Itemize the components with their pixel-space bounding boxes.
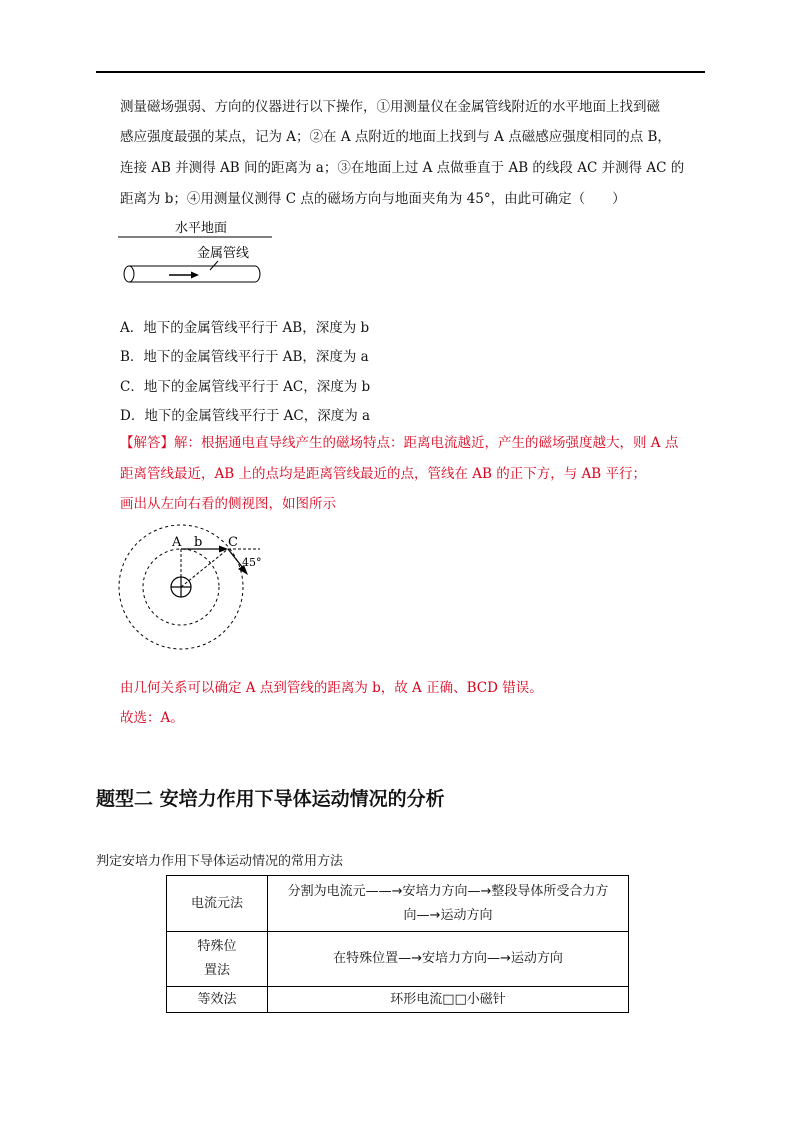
side-view-figure — [110, 525, 280, 665]
section-heading: 题型二 安培力作用下导体运动情况的分析 — [96, 788, 445, 810]
pipe-label: 金属管线 — [197, 246, 250, 261]
question-line: 距离为 b；④用测量仪测得 C 点的磁场方向与地面夹角为 45°，由此可确定（ ） — [120, 191, 626, 207]
option-c: C．地下的金属管线平行于 AC，深度为 b — [120, 379, 371, 395]
method-name-cell: 等效法 — [167, 987, 268, 1013]
method-desc-cell: 环形电流□□小磁针 — [268, 987, 629, 1013]
section-subtitle: 判定安培力作用下导体运动情况的常用方法 — [96, 854, 344, 869]
answer-line: 距离管线最近，AB 上的点均是距离管线最近的点，管线在 AB 的正下方，与 AB 平行； — [120, 466, 646, 482]
answer-line: 画出从左向右看的侧视图，如图所示 — [120, 496, 336, 512]
label-c: C — [228, 535, 238, 550]
ground-label: 水平地面 — [175, 221, 228, 236]
method-name-cell: 电流元法 — [167, 876, 268, 932]
option-d: D．地下的金属管线平行于 AC，深度为 a — [120, 408, 371, 424]
option-b: B．地下的金属管线平行于 AB，深度为 a — [120, 349, 369, 365]
answer-choice: 故选：A。 — [120, 710, 184, 726]
line-c-to-wire — [181, 549, 228, 587]
header-rule — [96, 71, 705, 73]
methods-table — [166, 875, 629, 1013]
label-b: b — [194, 535, 203, 550]
method-desc-cell: 在特殊位置—→安培力方向—→运动方向 — [268, 932, 629, 987]
pipe-figure — [115, 215, 275, 295]
table-row — [167, 932, 629, 987]
answer-line: 【解答】解：根据通电直导线产生的磁场特点：距离电流越近，产生的磁场强度越大，则 A 点 — [120, 435, 679, 451]
segment-ac-arrow — [181, 546, 228, 553]
table-row — [167, 987, 629, 1013]
method-desc-cell: 分割为电流元——→安培力方向—→整段导体所受合力方 向—→运动方向 — [268, 876, 629, 932]
label-a: A — [172, 535, 182, 550]
table-row — [167, 876, 629, 932]
angle-label: 45° — [242, 556, 262, 569]
option-a: A．地下的金属管线平行于 AB，深度为 b — [120, 320, 370, 336]
question-line: 连接 AB 并测得 AB 间的距离为 a；③在地面上过 A 点做垂直于 AB 的线段 AC 并测得 AC 的 — [120, 160, 685, 176]
method-name-cell: 特殊位 置法 — [167, 932, 268, 987]
question-line: 测量磁场强弱、方向的仪器进行以下操作，①用测量仪在金属管线附近的水平地面上找到磁 — [120, 99, 660, 115]
current-arrow-icon — [169, 272, 199, 279]
answer-conclusion: 由几何关系可以确定 A 点到管线的距离为 b，故 A 正确、BCD 错误。 — [120, 680, 543, 696]
question-line: 感应强度最强的某点，记为 A；②在 A 点附近的地面上找到与 A 点磁感应强度相同的点 B， — [120, 129, 671, 145]
